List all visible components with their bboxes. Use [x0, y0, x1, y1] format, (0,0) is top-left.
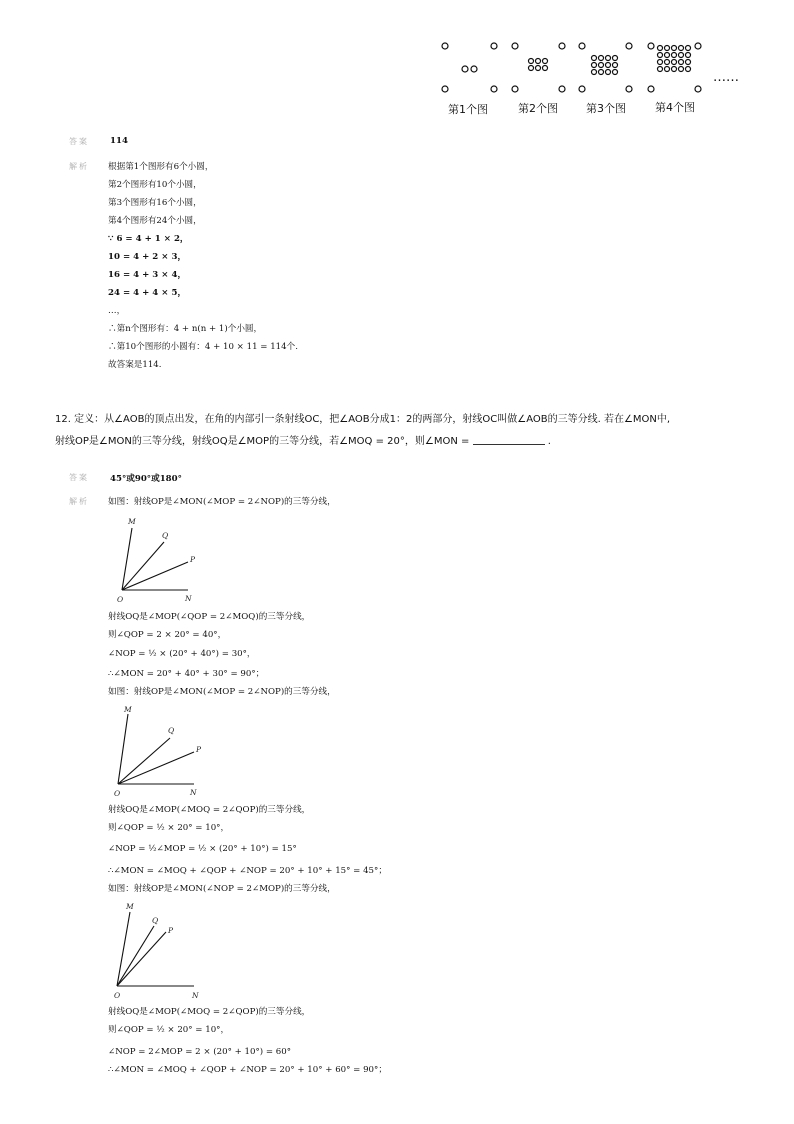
- case3-line: ∠NOP = 2∠MOP = 2 × (20° + 10°) = 60°: [108, 1047, 292, 1057]
- q12-statement-end: .: [547, 436, 551, 447]
- answer-blank: [473, 433, 545, 445]
- label-o: O: [114, 789, 121, 798]
- case1-line: 如图：射线OP是∠MON(∠MOP = 2∠NOP)的三等分线，: [108, 687, 336, 697]
- q12-statement-text: 射线OP是∠MON的三等分线，射线OQ是∠MOP的三等分线，若∠MOQ = 20°，则∠MON =: [55, 436, 470, 447]
- case2-line: 射线OQ是∠MOP(∠MOQ = 2∠QOP)的三等分线，: [108, 805, 311, 815]
- caption-figure-3: 第3个图: [586, 102, 626, 115]
- case1-line: ∠NOP = ½ × (20° + 40°) = 30°，: [108, 649, 256, 659]
- label-q: Q: [162, 531, 169, 540]
- caption-figure-2: 第2个图: [518, 102, 558, 115]
- q11-answer: 114: [110, 136, 128, 146]
- angle-figure-2: [110, 702, 210, 798]
- q11-line: ∵ 6 = 4 + 1 × 2，: [108, 234, 189, 244]
- label-q: Q: [152, 916, 159, 925]
- q11-line: …，: [108, 306, 126, 316]
- case1-line: 则∠QOP = 2 × 20° = 40°，: [108, 630, 227, 640]
- q11-line: 16 = 4 + 3 × 4，: [108, 270, 187, 280]
- q12-statement-line1: 12. 定义：从∠AOB的顶点出发，在角的内部引一条射线OC，把∠AOB分成1：2的两部分，射线OC叫做∠AOB的三等分线. 若在∠MON中,: [55, 414, 671, 425]
- q11-answer-tag: 答案: [69, 137, 89, 146]
- pattern-4: [648, 43, 701, 92]
- ellipsis: ……: [713, 70, 739, 85]
- label-m: M: [128, 517, 136, 526]
- circle-pattern-figure: [430, 36, 750, 100]
- case2-line: ∠NOP = ½∠MOP = ½ × (20° + 10°) = 15°: [108, 844, 297, 854]
- q11-line: 第4个图形有24个小圆，: [108, 216, 202, 226]
- label-p: P: [190, 555, 196, 564]
- case1-intro: 如图：射线OP是∠MON(∠MOP = 2∠NOP)的三等分线，: [108, 497, 336, 507]
- label-p: P: [168, 926, 174, 935]
- label-n: N: [185, 594, 192, 603]
- label-o: O: [117, 595, 124, 604]
- q11-line: 10 = 4 + 2 × 3，: [108, 252, 187, 262]
- q11-line: ∴第n个图形有：4 + n(n + 1)个小圆，: [108, 324, 263, 334]
- q12-statement-line2: [55, 433, 551, 451]
- case2-line: 则∠QOP = ½ × 20° = 10°，: [108, 823, 230, 833]
- label-q: Q: [168, 726, 175, 735]
- q11-line: ∴第10个图形的小圆有：4 + 10 × 11 = 114个.: [108, 342, 298, 352]
- label-n: N: [192, 991, 199, 1000]
- case3-line: ∴∠MON = ∠MOQ + ∠QOP + ∠NOP = 20° + 10° + 60° = 90°；: [108, 1065, 387, 1075]
- q11-analysis-tag: 解析: [69, 162, 89, 171]
- case1-line: 射线OQ是∠MOP(∠QOP = 2∠MOQ)的三等分线，: [108, 612, 311, 622]
- label-o: O: [114, 991, 121, 1000]
- pattern-3: [579, 43, 632, 92]
- label-n: N: [190, 788, 197, 797]
- caption-figure-1: 第1个图: [448, 103, 488, 116]
- label-m: M: [126, 902, 134, 911]
- case3-line: 射线OQ是∠MOP(∠MOQ = 2∠QOP)的三等分线，: [108, 1007, 311, 1017]
- q11-line: 第3个图形有16个小圆，: [108, 198, 202, 208]
- q12-answer-tag: 答案: [69, 473, 89, 482]
- angle-figure-1: [112, 512, 212, 604]
- q12-answer: 45°或90°或180°: [110, 474, 182, 484]
- q11-line: 24 = 4 + 4 × 5，: [108, 288, 187, 298]
- q11-line: 根据第1个图形有6个小圆，: [108, 162, 214, 172]
- case1-line: ∴∠MON = 20° + 40° + 30° = 90°；: [108, 669, 265, 679]
- pattern-1: [442, 43, 497, 92]
- case2-line: ∴∠MON = ∠MOQ + ∠QOP + ∠NOP = 20° + 10° + 15° = 45°；: [108, 866, 387, 876]
- label-p: P: [196, 745, 202, 754]
- case3-line: 则∠QOP = ½ × 20° = 10°，: [108, 1025, 230, 1035]
- case2-line: 如图：射线OP是∠MON(∠NOP = 2∠MOP)的三等分线，: [108, 884, 336, 894]
- q11-line: 故答案是114.: [108, 360, 162, 370]
- pattern-2: [512, 43, 565, 92]
- q11-line: 第2个图形有10个小圆，: [108, 180, 202, 190]
- label-m: M: [124, 705, 132, 714]
- angle-figure-3: [110, 898, 210, 1002]
- caption-figure-4: 第4个图: [655, 101, 695, 114]
- q12-analysis-tag: 解析: [69, 497, 89, 506]
